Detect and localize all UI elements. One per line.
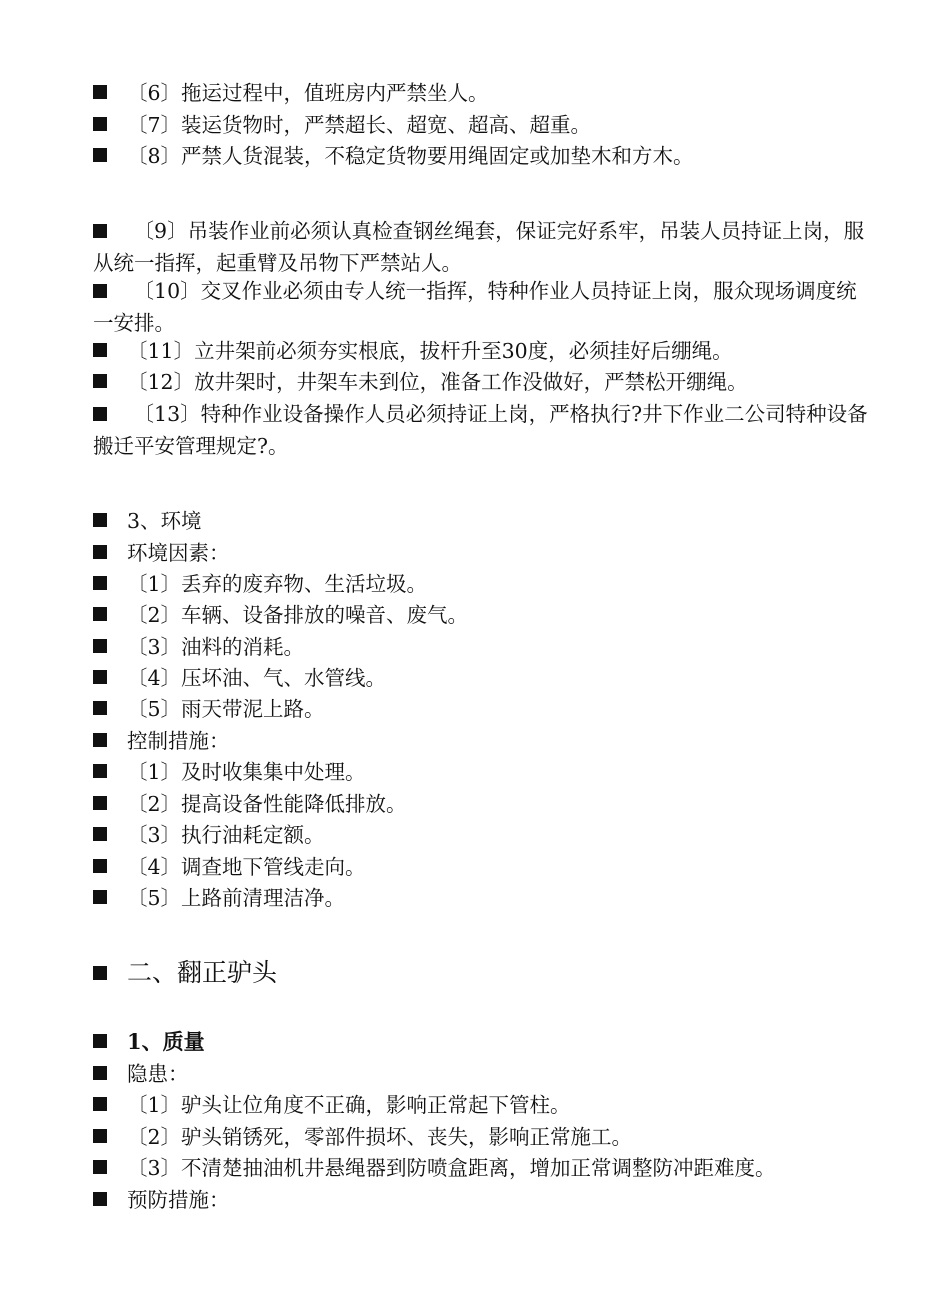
- section-heading: [93, 506, 893, 536]
- subheading-text: 预防措施：: [127, 1188, 230, 1212]
- bullet-square-icon: [93, 224, 107, 238]
- bullet-square-icon: [93, 859, 107, 873]
- bullet-square-icon: [93, 733, 107, 747]
- list-item-text: 〔8〕严禁人货混装，不稳定货物要用绳固定或加垫木和方木。: [127, 144, 694, 168]
- list-item-text: 〔3〕不清楚抽油机井悬绳器到防喷盒距离，增加正常调整防冲距难度。: [127, 1156, 776, 1180]
- list-item-text: 〔9〕吊装作业前必须认真检查钢丝绳套，保证完好系牢，吊装人员持证上岗，服从统一指挥，起重臂及吊物下严禁站人。: [93, 219, 865, 275]
- list-item-text: 〔5〕雨天带泥上路。: [127, 697, 325, 721]
- list-item-text: 〔3〕油料的消耗。: [127, 635, 305, 659]
- bullet-square-icon: [93, 670, 107, 684]
- list-item-text: 〔2〕驴头销锈死，零部件损坏、丧失，影响正常施工。: [127, 1125, 633, 1149]
- list-item-text: 〔5〕上路前清理洁净。: [127, 886, 346, 910]
- bullet-square-icon: [93, 966, 107, 980]
- bullet-square-icon: [93, 85, 107, 99]
- bullet-square-icon: [93, 827, 107, 841]
- bullet-square-icon: [93, 148, 107, 162]
- bullet-square-icon: [93, 890, 107, 904]
- subheading-text: 隐患：: [127, 1062, 189, 1086]
- bullet-square-icon: [93, 701, 107, 715]
- list-item-text: 〔2〕提高设备性能降低排放。: [127, 792, 407, 816]
- list-item: [93, 1153, 893, 1183]
- bullet-square-icon: [93, 1097, 107, 1111]
- bullet-square-icon: [93, 1034, 107, 1048]
- list-item-text: 〔2〕车辆、设备排放的噪音、废气。: [127, 603, 469, 627]
- bullet-square-icon: [93, 607, 107, 621]
- bullet-square-icon: [93, 1192, 107, 1206]
- chapter-heading: [93, 958, 893, 988]
- list-item: [93, 852, 893, 882]
- list-item-text: 〔6〕拖运过程中，值班房内严禁坐人。: [127, 81, 489, 105]
- list-item: [93, 883, 893, 913]
- list-item: [93, 398, 873, 462]
- list-item-text: 〔11〕立井架前必须夯实根底，拔杆升至30度，必须挂好后绷绳。: [127, 339, 733, 363]
- list-item-text: 〔7〕装运货物时，严禁超长、超宽、超高、超重。: [127, 113, 592, 137]
- bullet-square-icon: [93, 513, 107, 527]
- list-item: [93, 275, 873, 339]
- list-item: [93, 110, 893, 140]
- list-item-text: 〔1〕及时收集集中处理。: [127, 760, 366, 784]
- subheading-text: 控制措施：: [127, 729, 230, 753]
- bullet-square-icon: [93, 576, 107, 590]
- bullet-square-icon: [93, 407, 107, 421]
- list-item: [93, 1122, 893, 1152]
- bullet-square-icon: [93, 1129, 107, 1143]
- bullet-square-icon: [93, 639, 107, 653]
- list-item-text: 〔4〕调查地下管线走向。: [127, 855, 366, 879]
- subheading: [93, 1059, 893, 1089]
- list-item-text: 〔13〕特种作业设备操作人员必须持证上岗，严格执行?井下作业二公司特种设备搬迁平安管理规定?。: [93, 402, 868, 458]
- subheading: [93, 1185, 893, 1215]
- bullet-square-icon: [93, 117, 107, 131]
- chapter-heading-text: 二、翻正驴头: [127, 958, 278, 987]
- list-item-text: 〔10〕交叉作业必须由专人统一指挥，特种作业人员持证上岗，服众现场调度统一安排。: [93, 279, 857, 335]
- list-item: [93, 78, 893, 108]
- bullet-square-icon: [93, 284, 107, 298]
- bullet-square-icon: [93, 1160, 107, 1174]
- list-item: [93, 569, 893, 599]
- list-item: [93, 694, 893, 724]
- list-item-text: 〔12〕放井架时，井架车未到位，准备工作没做好，严禁松开绷绳。: [127, 370, 748, 394]
- list-item: [93, 336, 893, 366]
- bullet-square-icon: [93, 1066, 107, 1080]
- list-item: [93, 789, 893, 819]
- list-item-text: 〔1〕驴头让位角度不正确，影响正常起下管柱。: [127, 1093, 571, 1117]
- list-item-text: 〔3〕执行油耗定额。: [127, 823, 325, 847]
- subheading: [93, 538, 893, 568]
- list-item: [93, 367, 893, 397]
- list-item: [93, 663, 893, 693]
- bullet-square-icon: [93, 343, 107, 357]
- subheading-text: 环境因素：: [127, 541, 230, 565]
- list-item: [93, 600, 893, 630]
- list-item: [93, 215, 873, 279]
- bullet-square-icon: [93, 764, 107, 778]
- list-item: [93, 141, 893, 171]
- list-item-text: 〔4〕压坏油、气、水管线。: [127, 666, 387, 690]
- section-heading: [93, 1027, 893, 1057]
- list-item: [93, 1090, 893, 1120]
- section-heading-text: 1、质量: [127, 1029, 205, 1054]
- list-item: [93, 757, 893, 787]
- bullet-square-icon: [93, 374, 107, 388]
- list-item: [93, 632, 893, 662]
- bullet-square-icon: [93, 545, 107, 559]
- list-item-text: 〔1〕丢弃的废弃物、生活垃圾。: [127, 572, 428, 596]
- subheading: [93, 726, 893, 756]
- list-item: [93, 820, 893, 850]
- section-heading-text: 3、环境: [127, 509, 202, 533]
- bullet-square-icon: [93, 796, 107, 810]
